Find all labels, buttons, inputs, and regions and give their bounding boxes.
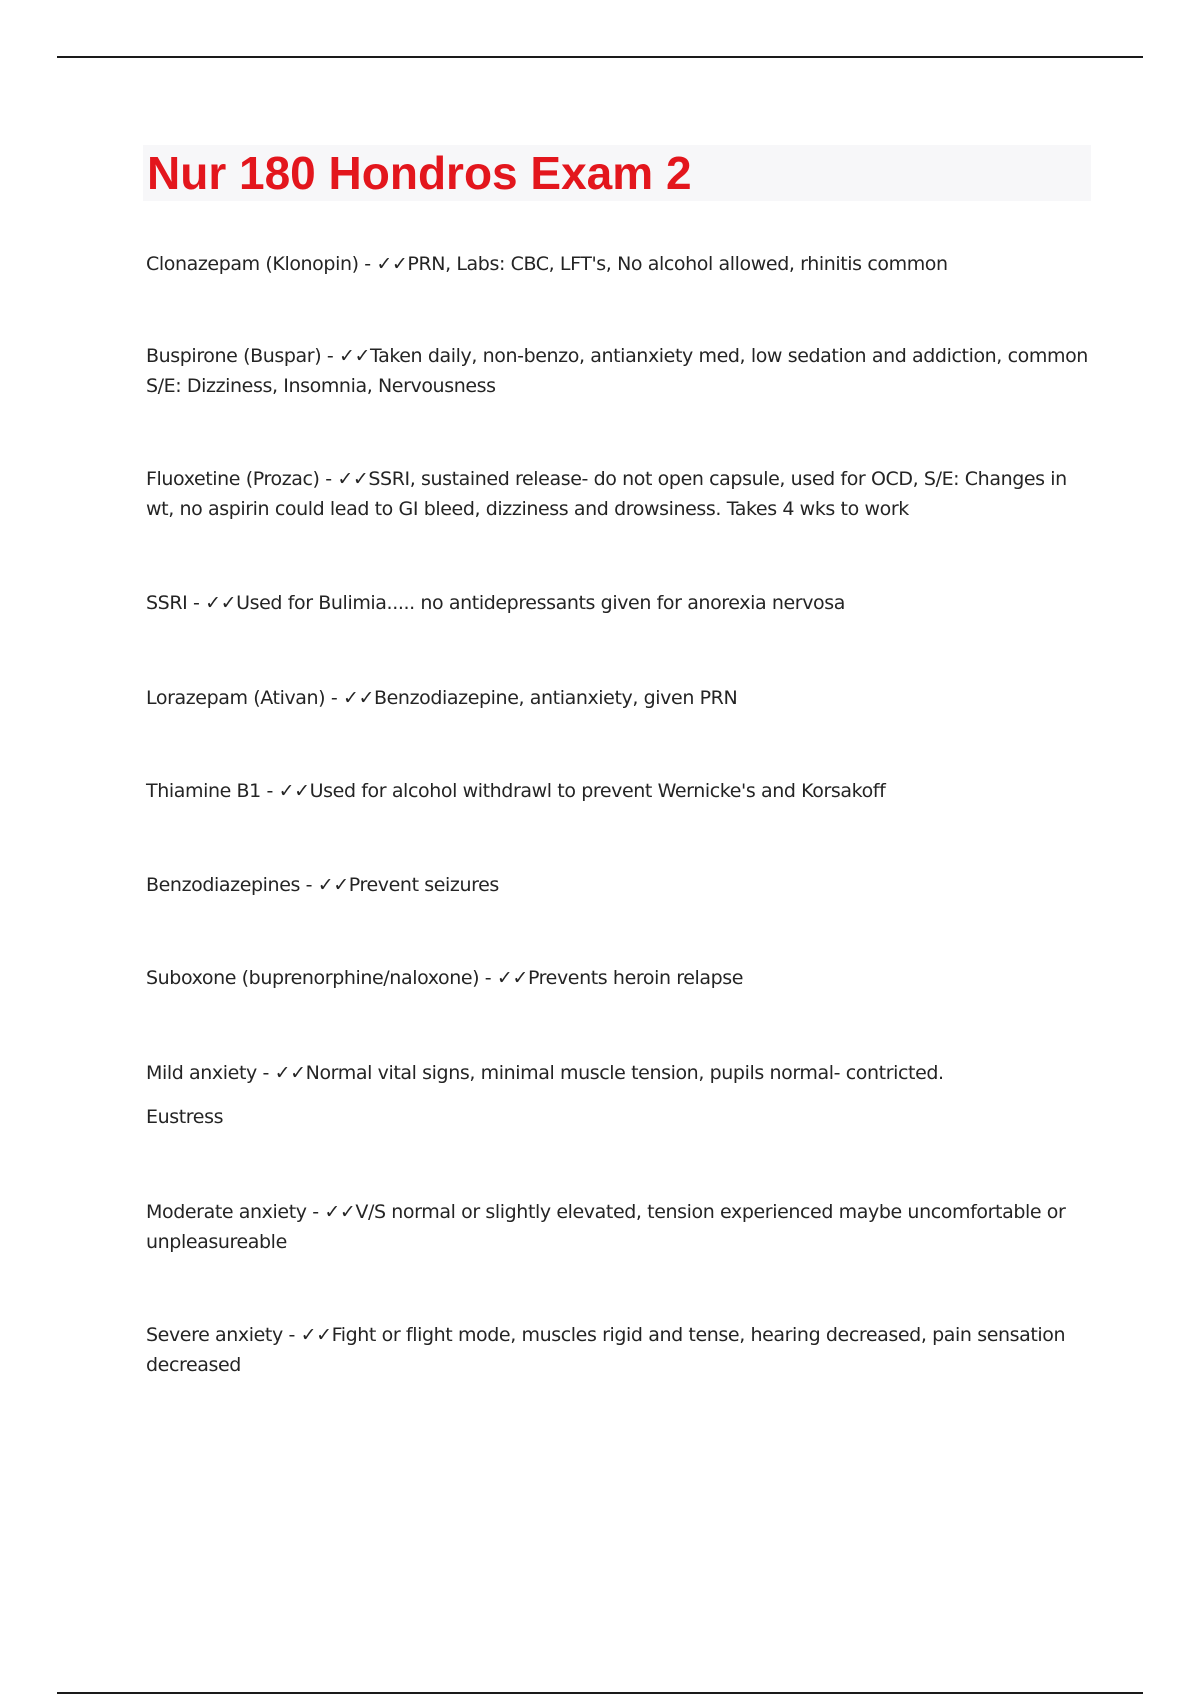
check-marks-icon: ✓✓ — [300, 1324, 332, 1346]
entry-term: Fluoxetine (Prozac) — [146, 468, 320, 490]
entry-term: Mild anxiety — [146, 1062, 257, 1084]
flashcard-entry — [146, 249, 1096, 279]
flashcard-entry — [146, 1320, 1096, 1380]
check-marks-icon: ✓✓ — [376, 253, 408, 275]
entry-term: SSRI — [146, 592, 188, 614]
check-marks-icon: ✓✓ — [338, 345, 371, 367]
check-marks-icon: ✓✓ — [337, 468, 369, 490]
entry-term: Lorazepam (Ativan) — [146, 687, 326, 709]
check-marks-icon: ✓✓ — [342, 687, 374, 709]
check-marks-icon: ✓✓ — [317, 874, 349, 896]
entry-definition: Prevents heroin relapse — [527, 967, 744, 989]
entry-term: Buspirone (Buspar) — [146, 345, 322, 367]
entry-definition: Benzodiazepine, antianxiety, given PRN — [374, 687, 738, 709]
entry-term: Benzodiazepines — [146, 874, 300, 896]
check-marks-icon: ✓✓ — [274, 1062, 306, 1084]
entry-separator: - — [260, 780, 279, 802]
entry-separator: - — [319, 468, 338, 490]
check-marks-icon: ✓✓ — [205, 592, 237, 614]
entry-separator: - — [187, 592, 206, 614]
entry-term: Clonazepam (Klonopin) — [146, 253, 359, 275]
entry-definition: SSRI, sustained release- do not open capsule, used for OCD, S/E: Changes in wt, no aspirin could lead to GI bleed, dizziness and drowsiness. Takes 4 wks to work — [146, 468, 1067, 520]
check-marks-icon: ✓✓ — [496, 967, 528, 989]
entry-definition: Taken daily, non-benzo, antianxiety med, low sedation and addiction, common S/E: Dizziness, Insomnia, Nervousness — [146, 345, 1088, 397]
flashcard-entry — [146, 1058, 1096, 1088]
entry-separator: - — [479, 967, 497, 989]
entry-definition: Fight or flight mode, muscles rigid and tense, hearing decreased, pain sensation decreased — [146, 1324, 1066, 1376]
flashcard-entry — [146, 683, 1096, 713]
entry-separator: - — [306, 1201, 325, 1223]
entry-term: Thiamine B1 — [146, 780, 261, 802]
document-title: Nur 180 Hondros Exam 2 — [147, 147, 692, 199]
bottom-rule — [57, 1692, 1143, 1694]
entry-separator: - — [358, 253, 377, 275]
flashcard-entry — [146, 776, 1096, 806]
flashcard-entry — [146, 870, 1096, 900]
entry-definition: Normal vital signs, minimal muscle tension, pupils normal- contricted. — [305, 1062, 944, 1084]
entry-definition: PRN, Labs: CBC, LFT's, No alcohol allowed, rhinitis common — [407, 253, 948, 275]
entry-separator: - — [299, 874, 318, 896]
entry-definition: V/S normal or slightly elevated, tension experienced maybe uncomfortable or unpleasureable — [146, 1201, 1066, 1253]
entry-separator: - — [282, 1324, 301, 1346]
flashcard-entry — [146, 341, 1096, 401]
entry-extra-note: Eustress — [146, 1106, 224, 1128]
entry-separator: - — [321, 345, 339, 367]
entry-term: Suboxone (buprenorphine/naloxone) — [146, 967, 480, 989]
flashcard-entry — [146, 963, 1096, 993]
check-marks-icon: ✓✓ — [324, 1201, 356, 1223]
flashcard-entry — [146, 588, 1096, 618]
entry-separator: - — [325, 687, 343, 709]
entry-term: Severe anxiety — [146, 1324, 283, 1346]
entry-definition: Prevent seizures — [348, 874, 499, 896]
entry-definition: Used for Bulimia..... no antidepressants given for anorexia nervosa — [236, 592, 846, 614]
entry-definition: Used for alcohol withdrawl to prevent Wernicke's and Korsakoff — [309, 780, 886, 802]
top-rule — [57, 56, 1143, 58]
flashcard-entry — [146, 1197, 1096, 1257]
flashcard-entry — [146, 464, 1096, 524]
entry-separator: - — [256, 1062, 275, 1084]
check-marks-icon: ✓✓ — [278, 780, 310, 802]
entry-term: Moderate anxiety — [146, 1201, 307, 1223]
